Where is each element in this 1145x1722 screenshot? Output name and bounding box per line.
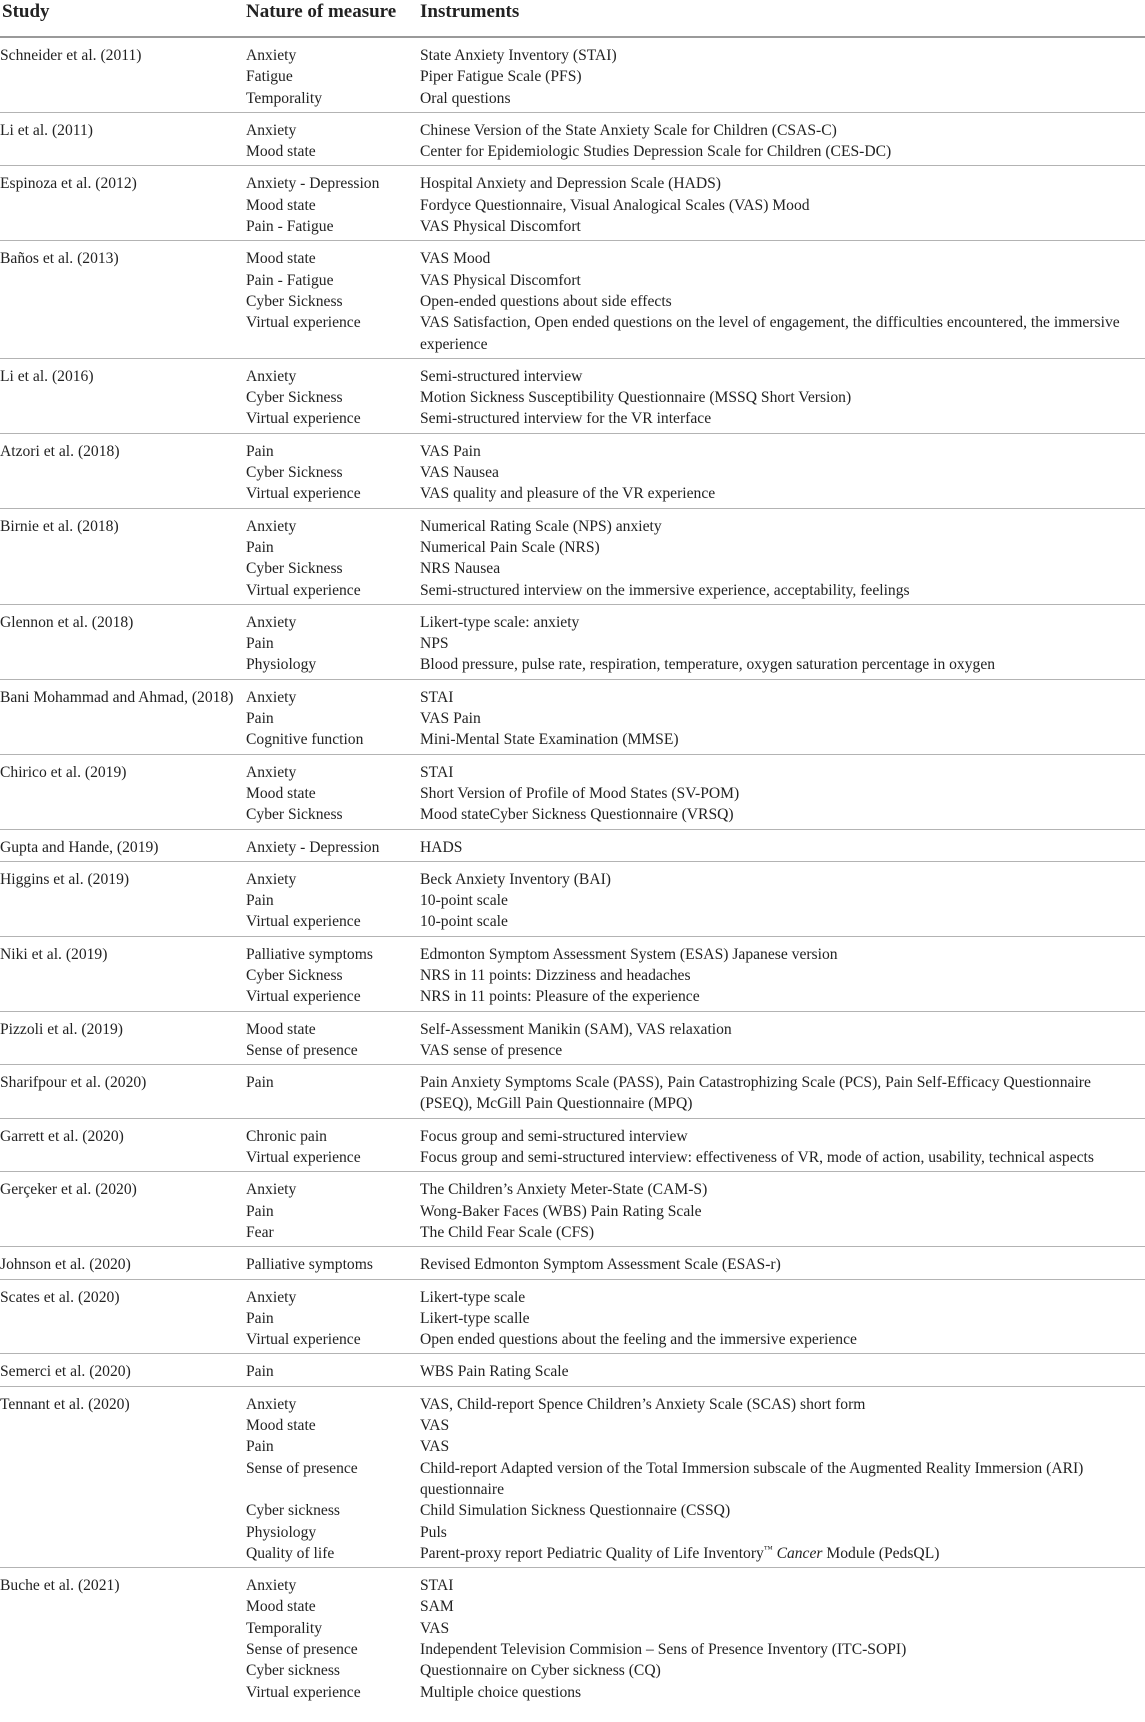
nature-item: Anxiety bbox=[246, 688, 297, 706]
study-cell: Sharifpour et al. (2020) bbox=[0, 1065, 246, 1119]
instrument-item: Likert-type scalle bbox=[420, 1309, 530, 1327]
instrument-item: SAM bbox=[420, 1598, 454, 1616]
nature-item: Cyber Sickness bbox=[246, 292, 343, 310]
instrument-item: Chinese Version of the State Anxiety Scale for Children (CSAS-C) bbox=[420, 121, 837, 139]
header-nature-of-measure: Nature of measure bbox=[246, 0, 420, 37]
instrument-item: VAS Physical Discomfort bbox=[420, 218, 581, 236]
nature-item: Pain bbox=[246, 635, 274, 653]
nature-item: Pain - Fatigue bbox=[246, 218, 334, 236]
nature-item: Pain bbox=[246, 1438, 274, 1456]
nature-cell bbox=[246, 936, 420, 1011]
nature-item: Pain bbox=[246, 1363, 274, 1381]
nature-item: Temporality bbox=[246, 1619, 322, 1637]
nature-cell bbox=[246, 1118, 420, 1172]
instrument-item: Fordyce Questionnaire, Visual Analogical Scales (VAS) Mood bbox=[420, 196, 810, 214]
instrument-item: VAS Satisfaction, Open ended questions on the level of engagement, the difficulties encountered, the immersive experience bbox=[420, 314, 1120, 353]
nature-item: Pain bbox=[246, 710, 274, 728]
instrument-item: Mini-Mental State Examination (MMSE) bbox=[420, 731, 679, 749]
study-cell: Gerçeker et al. (2020) bbox=[0, 1172, 246, 1247]
nature-cell bbox=[246, 829, 420, 861]
nature-item: Fatigue bbox=[246, 68, 293, 86]
instruments-cell bbox=[420, 358, 1145, 433]
nature-cell bbox=[246, 679, 420, 754]
instrument-item: Semi-structured interview on the immersive experience, acceptability, feelings bbox=[420, 581, 910, 599]
nature-item: Cyber Sickness bbox=[246, 560, 343, 578]
nature-item: Virtual experience bbox=[246, 1331, 361, 1349]
nature-item: Physiology bbox=[246, 1523, 317, 1541]
nature-item: Cognitive function bbox=[246, 731, 364, 749]
instrument-item: Focus group and semi-structured interview: effectiveness of VR, mode of action, usability, technical aspects bbox=[420, 1149, 1094, 1167]
nature-cell bbox=[246, 604, 420, 679]
instrument-item: VAS Nausea bbox=[420, 464, 499, 482]
nature-item: Temporality bbox=[246, 89, 322, 107]
instrument-item: 10-point scale bbox=[420, 913, 508, 931]
instruments-cell bbox=[420, 1354, 1145, 1386]
instrument-item: STAI bbox=[420, 1577, 454, 1595]
instrument-item: NRS Nausea bbox=[420, 560, 501, 578]
instrument-item: Hospital Anxiety and Depression Scale (HADS) bbox=[420, 175, 721, 193]
instrument-item: NRS in 11 points: Dizziness and headaches bbox=[420, 966, 691, 984]
table-row bbox=[0, 1118, 1145, 1172]
instrument-item: Child Simulation Sickness Questionnaire (CSSQ) bbox=[420, 1502, 731, 1520]
instruments-cell bbox=[420, 1568, 1145, 1706]
instrument-item: Blood pressure, pulse rate, respiration, temperature, oxygen saturation percentage in oxygen bbox=[420, 656, 996, 674]
nature-item: Cyber Sickness bbox=[246, 806, 343, 824]
study-cell: Higgins et al. (2019) bbox=[0, 861, 246, 936]
instruments-cell bbox=[420, 679, 1145, 754]
instruments-cell bbox=[420, 1065, 1145, 1119]
table-row bbox=[0, 1011, 1145, 1065]
study-cell: Buche et al. (2021) bbox=[0, 1577, 120, 1595]
instruments-cell bbox=[420, 1279, 1145, 1354]
instrument-item: WBS Pain Rating Scale bbox=[420, 1363, 569, 1381]
instrument-item: Semi-structured interview bbox=[420, 367, 583, 385]
nature-item: Cyber sickness bbox=[246, 1502, 340, 1520]
instrument-item: Likert-type scale: anxiety bbox=[420, 613, 580, 631]
instrument-item: The Children’s Anxiety Meter-State (CAM-S) bbox=[420, 1181, 708, 1199]
nature-item: Palliative symptoms bbox=[246, 945, 373, 963]
instrument-item: Short Version of Profile of Mood States (SV-POM) bbox=[420, 784, 740, 802]
instruments-cell bbox=[420, 241, 1145, 358]
nature-item: Pain bbox=[246, 1202, 274, 1220]
table-row bbox=[0, 1279, 1145, 1354]
nature-item: Mood state bbox=[246, 1598, 316, 1616]
instrument-item: Center for Epidemiologic Studies Depression Scale for Children (CES-DC) bbox=[420, 143, 892, 161]
instrument-item: Numerical Rating Scale (NPS) anxiety bbox=[420, 517, 662, 535]
nature-item: Sense of presence bbox=[246, 1041, 358, 1059]
nature-cell bbox=[246, 1247, 420, 1279]
instrument-item: STAI bbox=[420, 763, 454, 781]
nature-item: Anxiety bbox=[246, 367, 297, 385]
nature-item: Virtual experience bbox=[246, 913, 361, 931]
instruments-cell bbox=[420, 1172, 1145, 1247]
nature-item: Anxiety bbox=[246, 1577, 297, 1595]
instrument-item: VAS, Child-report Spence Children’s Anxiety Scale (SCAS) short form bbox=[420, 1395, 866, 1413]
nature-cell bbox=[246, 1279, 420, 1354]
nature-cell bbox=[246, 37, 420, 112]
instruments-cell bbox=[420, 37, 1145, 112]
instruments-cell bbox=[420, 1386, 1145, 1567]
study-cell: Atzori et al. (2018) bbox=[0, 433, 246, 508]
instrument-item: VAS Pain bbox=[420, 442, 481, 460]
instrument-item: Multiple choice questions bbox=[420, 1683, 582, 1701]
nature-item: Anxiety bbox=[246, 121, 297, 139]
nature-item: Physiology bbox=[246, 656, 317, 674]
study-cell: Gupta and Hande, (2019) bbox=[0, 829, 246, 861]
table-row bbox=[0, 679, 1145, 754]
instrument-item: Motion Sickness Susceptibility Questionnaire (MSSQ Short Version) bbox=[420, 389, 852, 407]
study-cell: Johnson et al. (2020) bbox=[0, 1247, 246, 1279]
nature-item: Mood state bbox=[246, 196, 316, 214]
nature-item: Pain bbox=[246, 1309, 274, 1327]
nature-item: Anxiety bbox=[246, 870, 297, 888]
nature-item: Pain bbox=[246, 892, 274, 910]
nature-item: Cyber Sickness bbox=[246, 389, 343, 407]
instrument-item: Self-Assessment Manikin (SAM), VAS relaxation bbox=[420, 1020, 732, 1038]
instrument-item: NPS bbox=[420, 635, 449, 653]
study-cell: Tennant et al. (2020) bbox=[0, 1386, 246, 1567]
nature-item: Quality of life bbox=[246, 1544, 335, 1562]
nature-item: Pain bbox=[246, 538, 274, 556]
nature-cell bbox=[246, 166, 420, 241]
nature-cell bbox=[246, 1354, 420, 1386]
instrument-item: Open ended questions about the feeling and the immersive experience bbox=[420, 1331, 857, 1349]
instrument-item: Wong-Baker Faces (WBS) Pain Rating Scale bbox=[420, 1202, 702, 1220]
nature-cell bbox=[246, 1065, 420, 1119]
instrument-item: VAS Mood bbox=[420, 250, 491, 268]
table-row bbox=[0, 861, 1145, 936]
instrument-item: Child-report Adapted version of the Total Immersion subscale of the Augmented Reality Immersion (ARI) questionnaire bbox=[420, 1459, 1084, 1498]
nature-item: Virtual experience bbox=[246, 988, 361, 1006]
instruments-cell bbox=[420, 112, 1145, 166]
instrument-item: Likert-type scale bbox=[420, 1288, 526, 1306]
nature-item: Mood state bbox=[246, 250, 316, 268]
nature-item: Anxiety bbox=[246, 763, 297, 781]
instrument-item: HADS bbox=[420, 838, 463, 856]
instrument-item: Puls bbox=[420, 1523, 447, 1541]
nature-item: Mood state bbox=[246, 1020, 316, 1038]
nature-item: Anxiety bbox=[246, 517, 297, 535]
nature-cell bbox=[246, 861, 420, 936]
nature-cell bbox=[246, 754, 420, 829]
table-row bbox=[0, 1568, 1145, 1706]
instruments-cell bbox=[420, 604, 1145, 679]
nature-item bbox=[246, 1479, 420, 1500]
table-row bbox=[0, 936, 1145, 1011]
instrument-item: VAS bbox=[420, 1619, 450, 1637]
study-cell: Li et al. (2016) bbox=[0, 358, 246, 433]
instruments-cell bbox=[420, 936, 1145, 1011]
instrument-item: VAS sense of presence bbox=[420, 1041, 563, 1059]
nature-item: Cyber sickness bbox=[246, 1662, 340, 1680]
instrument-item: Independent Television Commision – Sens of Presence Inventory (ITC-SOPI) bbox=[420, 1641, 907, 1658]
instrument-item: Parent-proxy report Pediatric Quality of Life Inventory™ Cancer Module (PedsQL) bbox=[420, 1543, 940, 1562]
nature-item: Anxiety bbox=[246, 1288, 297, 1306]
table-row bbox=[0, 1354, 1145, 1386]
instrument-item: State Anxiety Inventory (STAI) bbox=[420, 47, 617, 64]
nature-item: Virtual experience bbox=[246, 485, 361, 503]
table-header bbox=[0, 0, 1145, 37]
instruments-cell bbox=[420, 1011, 1145, 1065]
nature-item: Mood state bbox=[246, 1417, 316, 1435]
instrument-item: Questionnaire on Cyber sickness (CQ) bbox=[420, 1662, 661, 1680]
instrument-item: Open-ended questions about side effects bbox=[420, 292, 672, 310]
table-row bbox=[0, 829, 1145, 861]
table-row bbox=[0, 508, 1145, 604]
study-cell: Birnie et al. (2018) bbox=[0, 508, 246, 604]
study-cell: Li et al. (2011) bbox=[0, 112, 246, 166]
table-row bbox=[0, 112, 1145, 166]
instrument-item: Piper Fatigue Scale (PFS) bbox=[420, 68, 582, 86]
instruments-cell bbox=[420, 829, 1145, 861]
instruments-cell bbox=[420, 166, 1145, 241]
instruments-cell bbox=[420, 861, 1145, 936]
nature-item: Pain bbox=[246, 442, 274, 460]
instrument-item: The Child Fear Scale (CFS) bbox=[420, 1223, 595, 1241]
table-row bbox=[0, 754, 1145, 829]
nature-item: Virtual experience bbox=[246, 581, 361, 599]
instrument-item: 10-point scale bbox=[420, 892, 508, 910]
instrument-item: Mood stateCyber Sickness Questionnaire (VRSQ) bbox=[420, 806, 734, 824]
nature-item: Virtual experience bbox=[246, 1683, 361, 1701]
table-row bbox=[0, 604, 1145, 679]
study-cell: Glennon et al. (2018) bbox=[0, 604, 246, 679]
table-row bbox=[0, 1247, 1145, 1279]
instrument-item: Pain Anxiety Symptoms Scale (PASS), Pain Catastrophizing Scale (PCS), Pain Self-Efficacy Questionnaire (PSEQ), McGill Pain Questionnaire (MPQ) bbox=[420, 1074, 1091, 1113]
instrument-item: NRS in 11 points: Pleasure of the experience bbox=[420, 988, 700, 1006]
nature-item: Virtual experience bbox=[246, 1149, 361, 1167]
instrument-item: VAS bbox=[420, 1438, 450, 1456]
table-row bbox=[0, 241, 1145, 358]
instrument-item: Revised Edmonton Symptom Assessment Scale (ESAS-r) bbox=[420, 1256, 781, 1274]
nature-cell bbox=[246, 433, 420, 508]
study-cell: Baños et al. (2013) bbox=[0, 241, 246, 358]
nature-item: Cyber Sickness bbox=[246, 464, 343, 482]
study-cell: Pizzoli et al. (2019) bbox=[0, 1011, 246, 1065]
study-cell: Niki et al. (2019) bbox=[0, 936, 246, 1011]
study-cell: Scates et al. (2020) bbox=[0, 1279, 246, 1354]
nature-cell bbox=[246, 358, 420, 433]
instrument-item: Oral questions bbox=[420, 89, 511, 107]
instrument-item: VAS bbox=[420, 1417, 450, 1435]
nature-item: Virtual experience bbox=[246, 314, 361, 332]
table-row bbox=[0, 433, 1145, 508]
nature-cell bbox=[246, 241, 420, 358]
instrument-item: Beck Anxiety Inventory (BAI) bbox=[420, 870, 611, 888]
table-row bbox=[0, 358, 1145, 433]
table-row bbox=[0, 37, 1145, 112]
study-cell: Schneider et al. (2011) bbox=[0, 37, 246, 112]
instrument-item: VAS quality and pleasure of the VR experience bbox=[420, 485, 716, 503]
nature-cell bbox=[246, 1568, 420, 1706]
study-cell: Chirico et al. (2019) bbox=[0, 754, 246, 829]
header-study: Study bbox=[0, 0, 246, 37]
nature-cell bbox=[246, 112, 420, 166]
instrument-item: Semi-structured interview for the VR interface bbox=[420, 410, 712, 428]
nature-cell bbox=[246, 1386, 420, 1567]
nature-cell bbox=[246, 1172, 420, 1247]
instrument-item: Focus group and semi-structured interview bbox=[420, 1127, 688, 1145]
instruments-cell bbox=[420, 1247, 1145, 1279]
nature-item: Sense of presence bbox=[246, 1459, 358, 1477]
instrument-item: Edmonton Symptom Assessment System (ESAS) Japanese version bbox=[420, 945, 838, 963]
instruments-cell bbox=[420, 508, 1145, 604]
nature-cell bbox=[246, 1011, 420, 1065]
nature-item: Anxiety bbox=[246, 47, 297, 64]
nature-item: Sense of presence bbox=[246, 1641, 358, 1658]
table-row bbox=[0, 1386, 1145, 1567]
nature-item: Mood state bbox=[246, 143, 316, 161]
nature-item: Pain bbox=[246, 1074, 274, 1092]
study-cell: Garrett et al. (2020) bbox=[0, 1118, 246, 1172]
table-body bbox=[0, 37, 1145, 1706]
instrument-item: VAS Physical Discomfort bbox=[420, 271, 581, 289]
nature-cell bbox=[246, 508, 420, 604]
table-row bbox=[0, 1065, 1145, 1119]
nature-item: Virtual experience bbox=[246, 410, 361, 428]
nature-item: Palliative symptoms bbox=[246, 1256, 373, 1274]
instrument-item: STAI bbox=[420, 688, 454, 706]
table-row bbox=[0, 166, 1145, 241]
nature-item: Fear bbox=[246, 1223, 274, 1241]
nature-item: Mood state bbox=[246, 784, 316, 802]
nature-item: Anxiety - Depression bbox=[246, 175, 380, 193]
table-row bbox=[0, 1172, 1145, 1247]
nature-item: Anxiety bbox=[246, 1395, 297, 1413]
study-cell: Espinoza et al. (2012) bbox=[0, 166, 246, 241]
study-cell: Bani Mohammad and Ahmad, (2018) bbox=[0, 679, 246, 754]
instrument-item: VAS Pain bbox=[420, 710, 481, 728]
instruments-cell bbox=[420, 754, 1145, 829]
nature-item: Anxiety - Depression bbox=[246, 838, 380, 856]
nature-item: Anxiety bbox=[246, 613, 297, 631]
nature-item: Chronic pain bbox=[246, 1127, 327, 1145]
instruments-cell bbox=[420, 1118, 1145, 1172]
nature-item: Anxiety bbox=[246, 1181, 297, 1199]
instrument-item: Numerical Pain Scale (NRS) bbox=[420, 538, 600, 556]
nature-item: Pain - Fatigue bbox=[246, 271, 334, 289]
instruments-cell bbox=[420, 433, 1145, 508]
nature-item: Cyber Sickness bbox=[246, 966, 343, 984]
header-instruments: Instruments bbox=[420, 0, 1145, 37]
study-cell: Semerci et al. (2020) bbox=[0, 1354, 246, 1386]
